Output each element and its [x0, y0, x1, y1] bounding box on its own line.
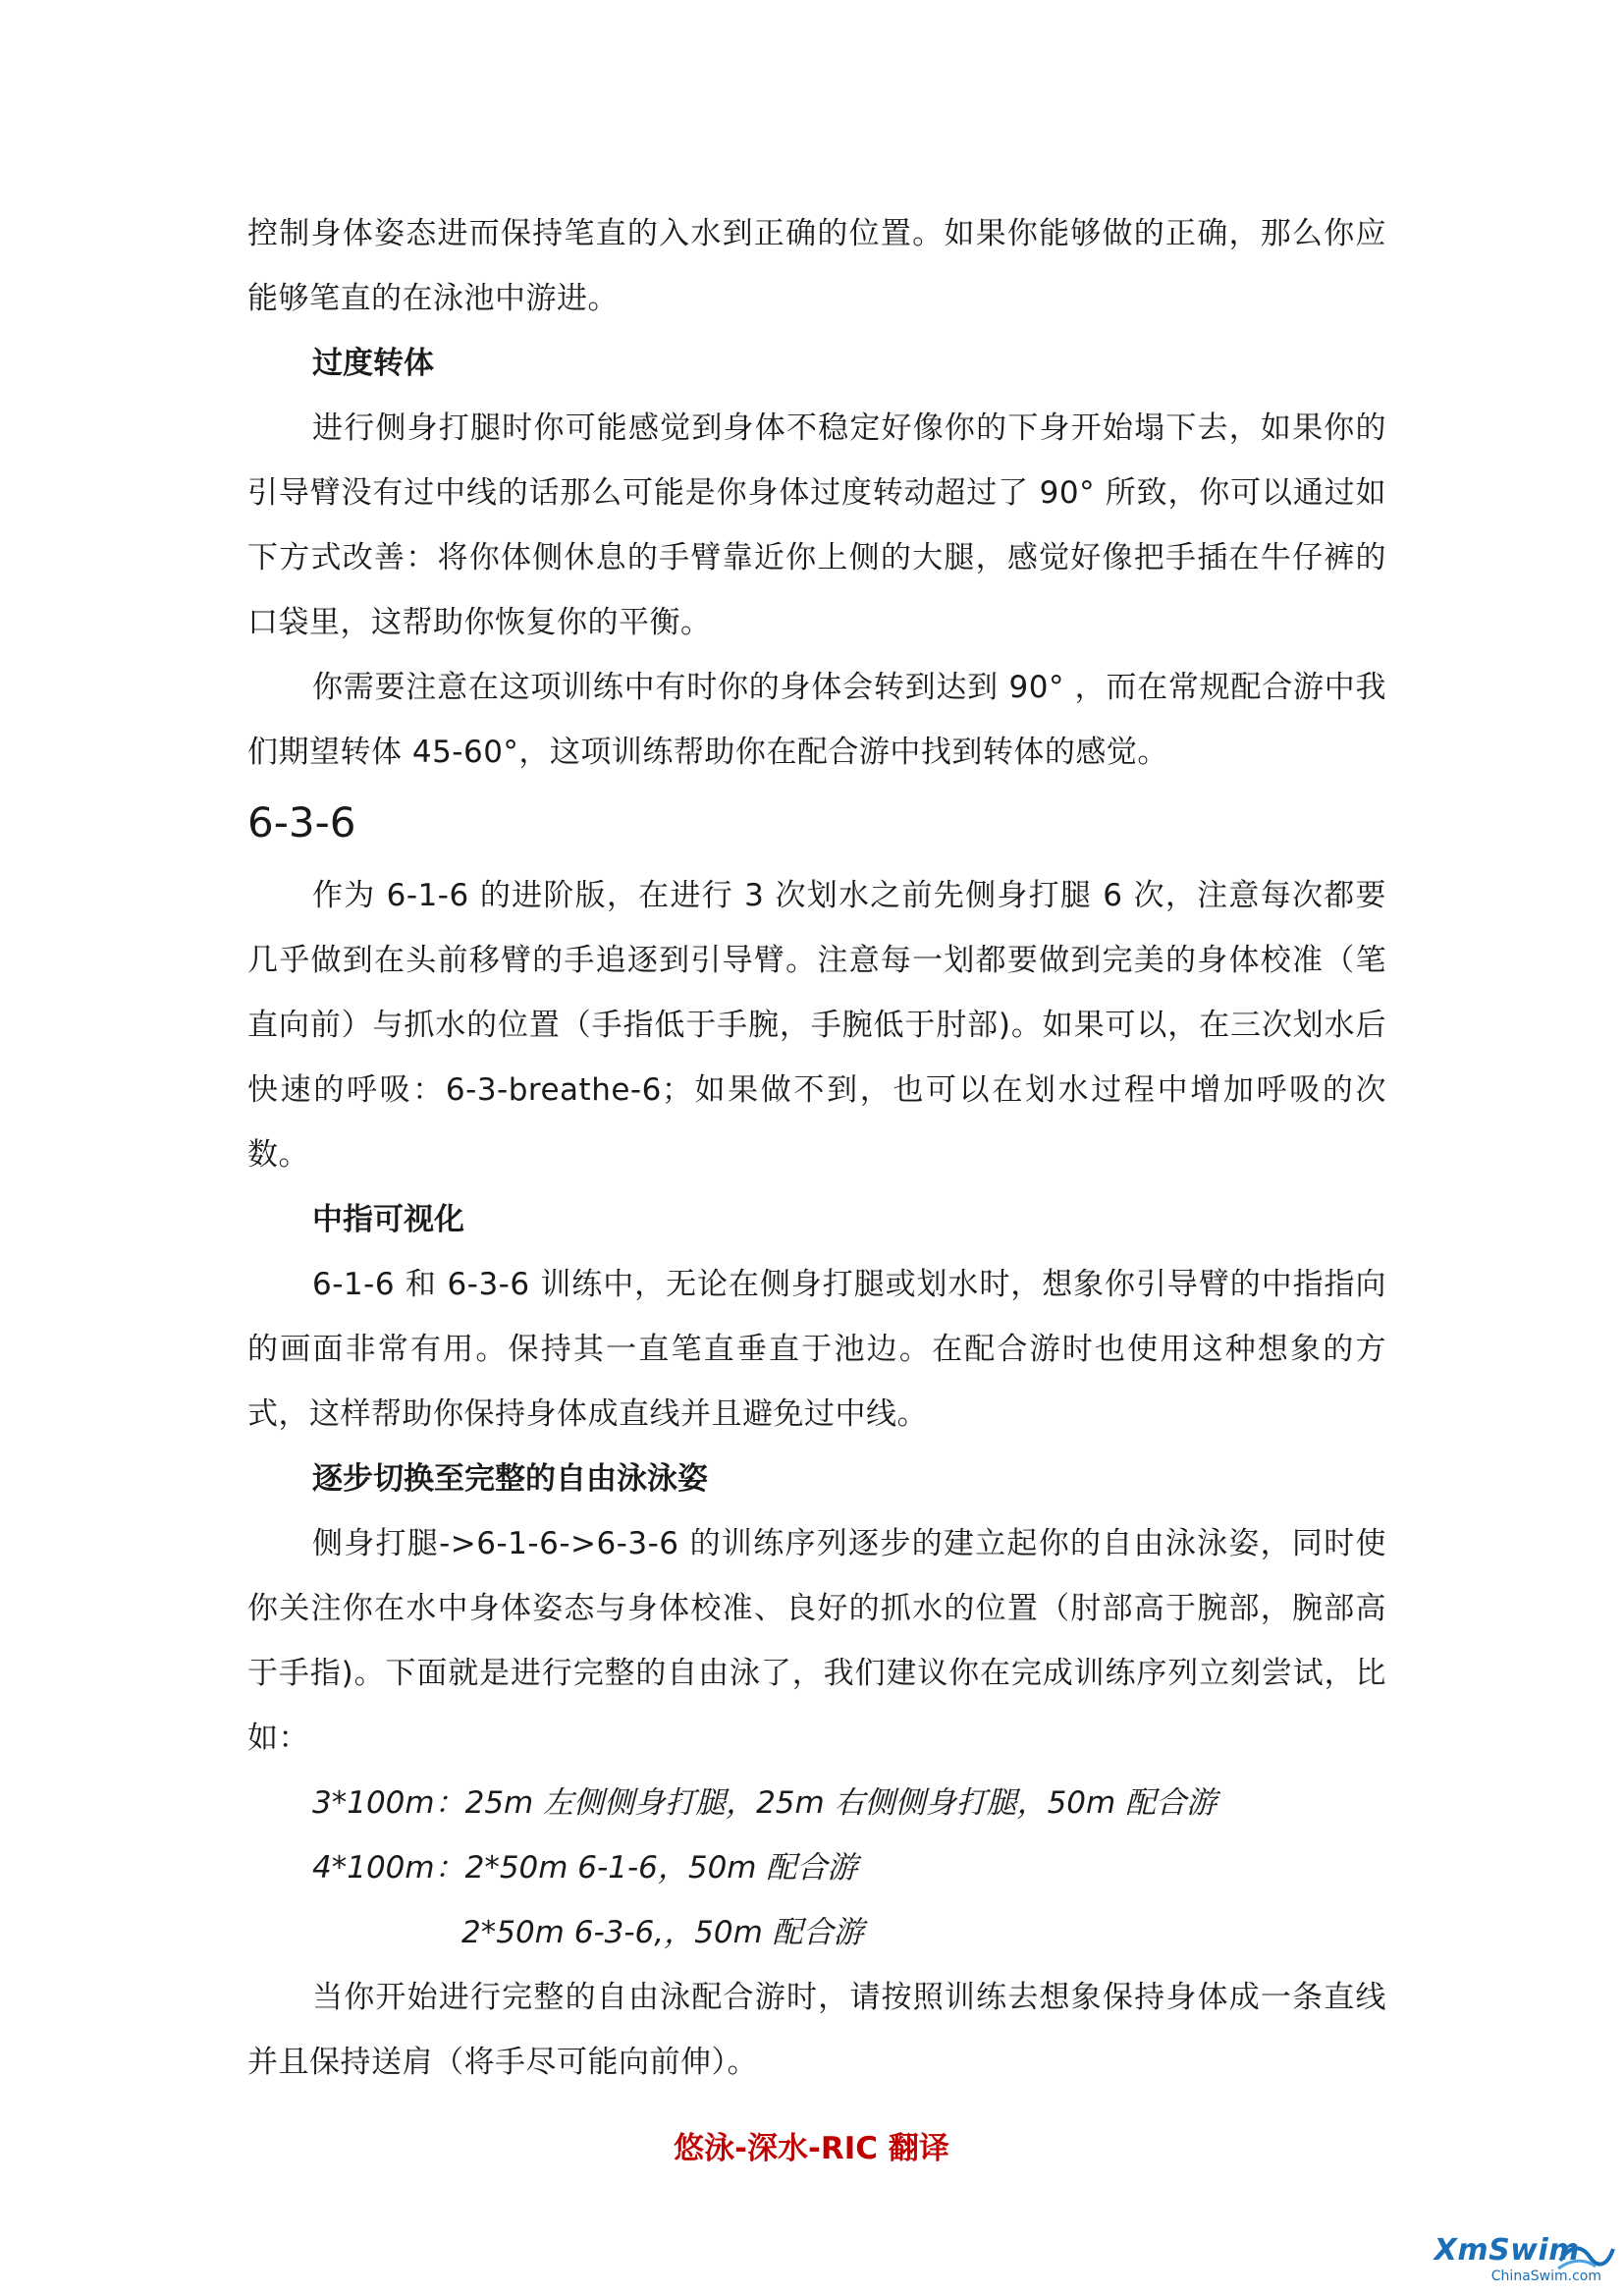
- example-set-3: 2*50m 6-3-6,，50m 配合游: [461, 1915, 864, 1950]
- watermark-logo: [1419, 2231, 1615, 2292]
- footer-credit: 悠泳-深水-RIC 翻译: [674, 2131, 949, 2166]
- example-set-2: 4*100m：2*50m 6-1-6，50m 配合游: [312, 1850, 858, 1886]
- paragraph-closing: 当你开始进行完整的自由泳配合游时，请按照训练去想象保持身体成一条直线并且保持送肩（将手尽可能向前伸）。: [247, 1980, 1386, 2080]
- paragraph-over-rotation-2: 你需要注意在这项训练中有时你的身体会转到达到 90° ，而在常规配合游中我们期望转体 45-60°，这项训练帮助你在配合游中找到转体的感觉。: [247, 670, 1386, 770]
- paragraph-transition: 侧身打腿->6-1-6->6-3-6 的训练序列逐步的建立起你的自由泳泳姿，同时使你关注你在水中身体姿态与身体校准、良好的抓水的位置（肘部高于腕部，腕部高于手指)。下面就是进行完整的自由泳了，我们建议你在完成训练序列立刻尝试，比如：: [247, 1526, 1386, 1756]
- paragraph-drill-desc: 作为 6-1-6 的进阶版，在进行 3 次划水之前先侧身打腿 6 次，注意每次都要几乎做到在头前移臂的手追逐到引导臂。注意每一划都要做到完美的身体校准（笔直向前）与抓水的位置（手指低于手腕，手腕低于肘部)。如果可以，在三次划水后快速的呼吸：6-3-breathe-6；如果做不到，也可以在划水过程中增加呼吸的次数。: [247, 878, 1386, 1173]
- section-title: 6-3-6: [247, 798, 356, 847]
- heading-over-rotation: 过度转体: [312, 346, 434, 381]
- heading-middle-finger: 中指可视化: [312, 1202, 464, 1237]
- paragraph-intro: 控制身体姿态进而保持笔直的入水到正确的位置。如果你能够做的正确，那么你应能够笔直的在泳池中游进。: [247, 216, 1386, 316]
- example-set-1: 3*100m：25m 左侧侧身打腿，25m 右侧侧身打腿，50m 配合游: [312, 1785, 1217, 1821]
- watermark-brand: XmSwim: [1434, 2233, 1580, 2268]
- paragraph-middle-finger: 6-1-6 和 6-3-6 训练中，无论在侧身打腿或划水时，想象你引导臂的中指指向的画面非常有用。保持其一直笔直垂直于池边。在配合游时也使用这种想象的方式，这样帮助你保持身体成直线并且避免过中线。: [247, 1267, 1386, 1432]
- paragraph-over-rotation-1: 进行侧身打腿时你可能感觉到身体不稳定好像你的下身开始塌下去，如果你的引导臂没有过中线的话那么可能是你身体过度转动超过了 90° 所致，你可以通过如下方式改善：将你体侧休息的手臂靠近你上侧的大腿，感觉好像把手插在牛仔裤的口袋里，这帮助你恢复你的平衡。: [247, 410, 1386, 640]
- document-body: [247, 201, 1386, 2095]
- heading-transition: 逐步切换至完整的自由泳泳姿: [312, 1461, 708, 1497]
- watermark-site: ChinaSwim.com: [1490, 2269, 1601, 2284]
